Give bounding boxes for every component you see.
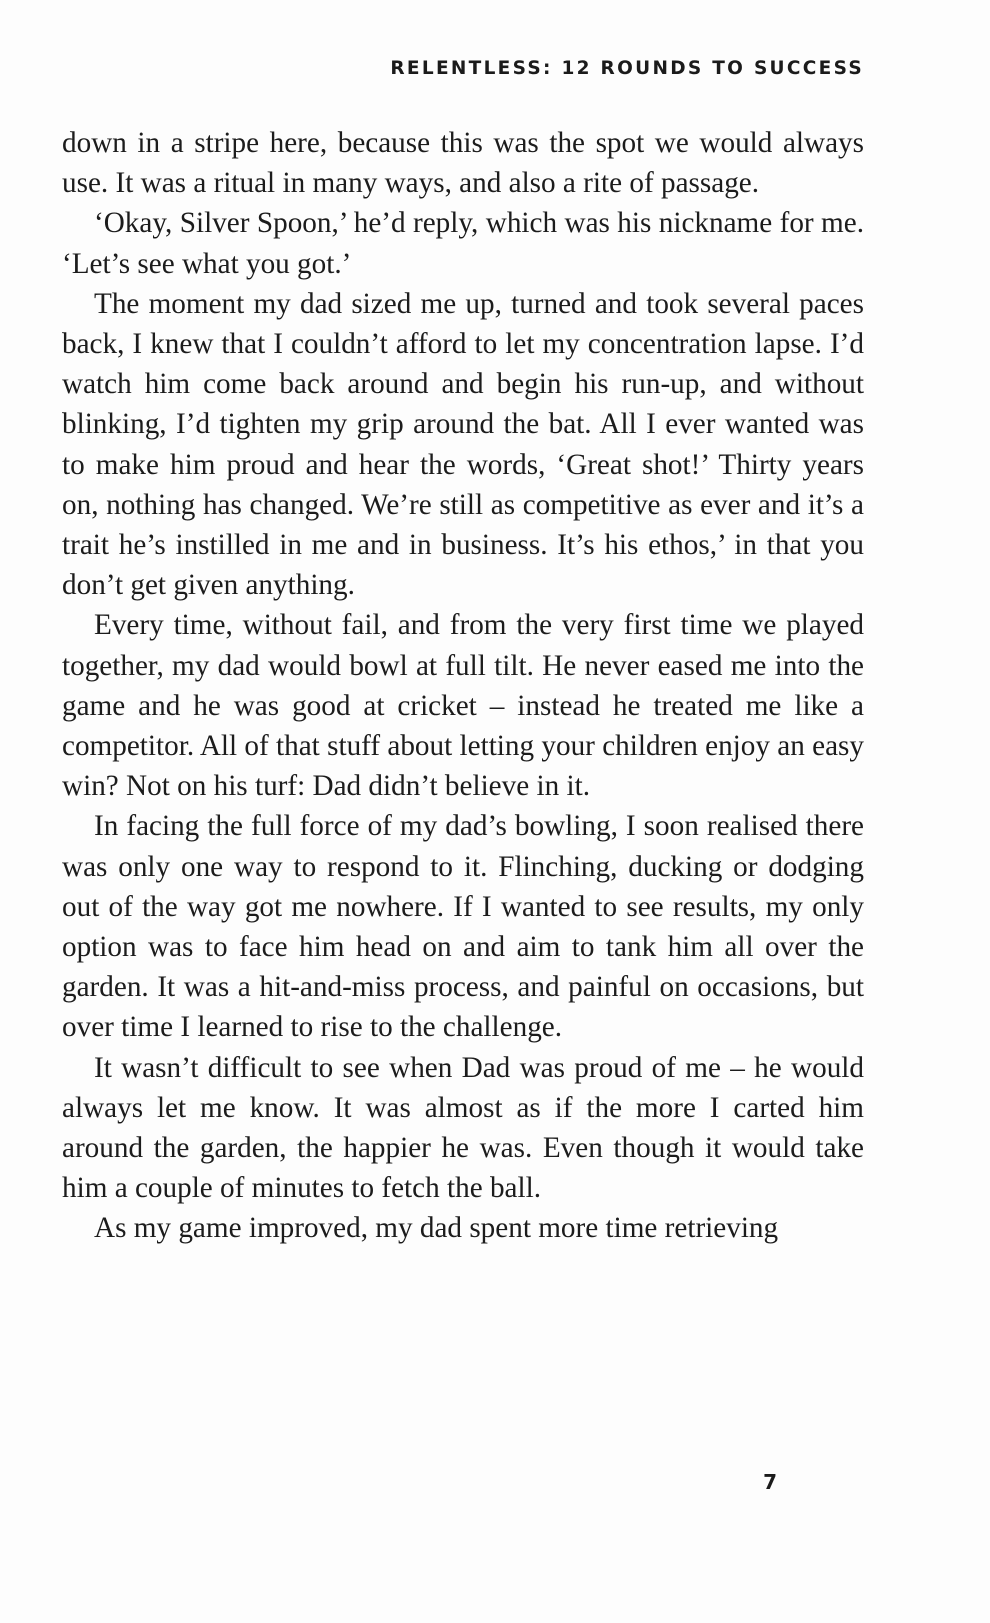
- paragraph-4: Every time, without fail, and from the very first time we played together, my dad would bowl at full tilt. He never eased me into the game and he was good at cricket – instead he treated me like a competitor. All of that stuff about letting your children enjoy an easy win? Not on his turf: Dad didn’t believe in it.: [62, 609, 864, 803]
- paragraph-6: It wasn’t difficult to see when Dad was proud of me – he would always let me know. It was almost as if the more I carted him around the garden, the happier he was. Even though it would take him a couple of minutes to fetch the ball.: [62, 1051, 864, 1205]
- paragraph-3: The moment my dad sized me up, turned and took several paces back, I knew that I couldn’t afford to let my concentration lapse. I’d watch him come back around and begin his run-up, and without blinking, I’d tighten my grip around the bat. All I ever wanted was to make him proud and hear the words, ‘Great shot!’ Thirty years on, nothing has changed. We’re still as competitive as ever and it’s a trait he’s instilled in me and in business. It’s his ethos,’ in that you don’t get given anything.: [62, 287, 864, 602]
- paragraph-2: ‘Okay, Silver Spoon,’ he’d reply, which was his nickname for me. ‘Let’s see what you got.’: [62, 207, 864, 280]
- page-number: 7: [763, 1470, 777, 1494]
- body-text: [62, 123, 864, 1249]
- paragraph-5: In facing the full force of my dad’s bowling, I soon realised there was only one way to respond to it. Flinching, ducking or dodging out of the way got me nowhere. If I wanted to see results, my only option was to face him head on and aim to tank him all over the garden. It was a hit-and-miss process, and painful on occasions, but over time I learned to rise to the challenge.: [62, 810, 864, 1044]
- running-header: RELENTLESS: 12 ROUNDS TO SUCCESS: [390, 58, 864, 79]
- paragraph-7: As my game improved, my dad spent more time retrieving: [94, 1212, 779, 1245]
- paragraph-1: down in a stripe here, because this was the spot we would always use. It was a ritual in many ways, and also a rite of passage.: [62, 127, 864, 200]
